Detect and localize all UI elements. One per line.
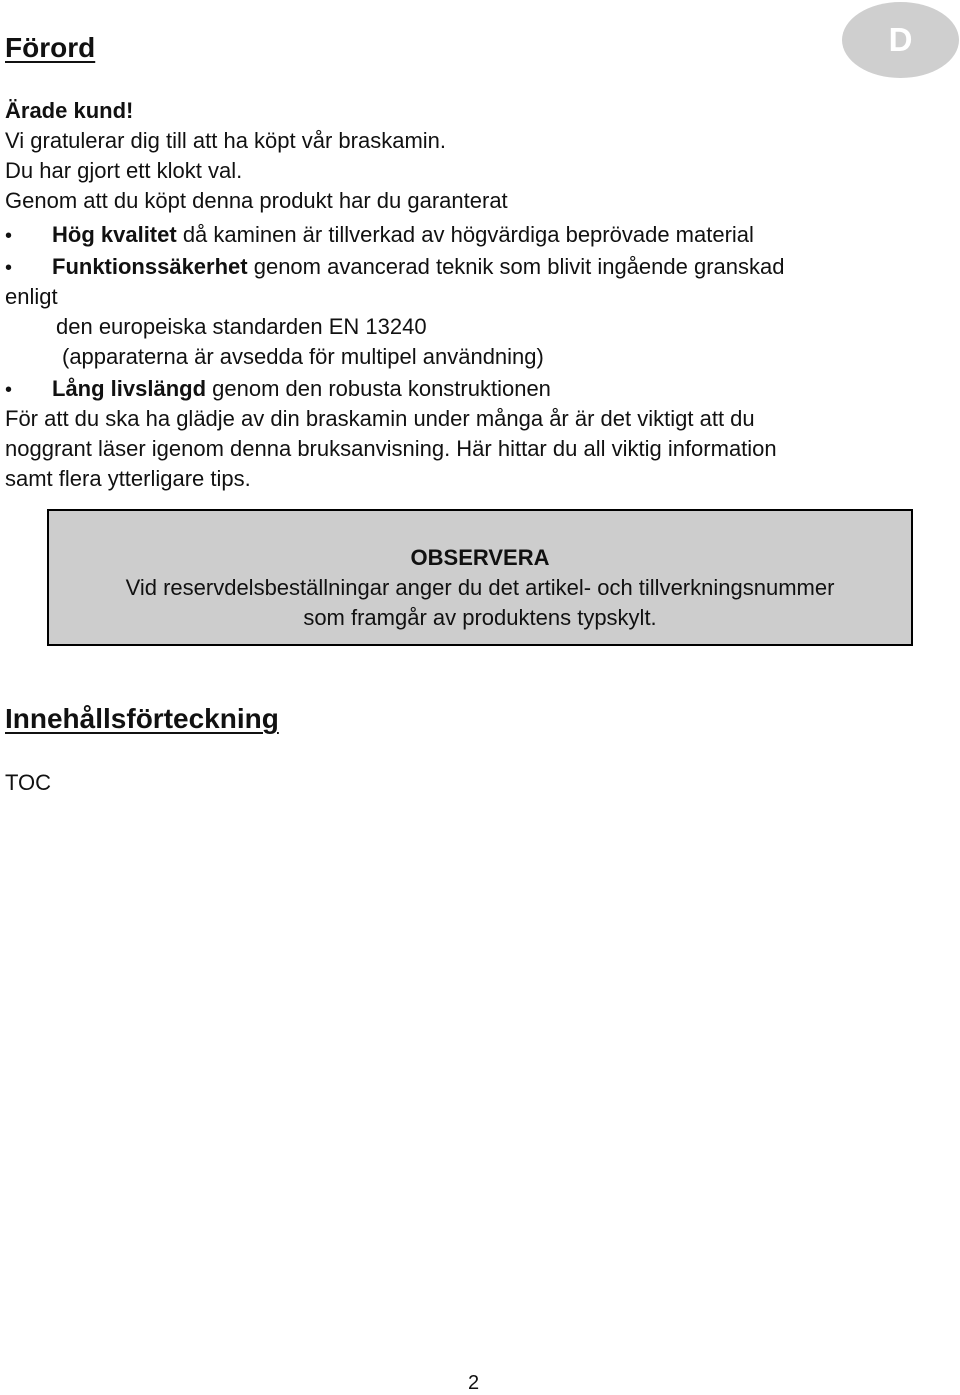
notice-box <box>47 509 913 646</box>
language-letter: D <box>888 21 913 58</box>
bullet-icon: • <box>5 225 13 247</box>
bullet-text: genom avancerad teknik som blivit ingående granskad <box>247 254 785 279</box>
greeting: Ärade kund! <box>5 98 134 123</box>
bullet-bold-label: Hög kvalitet <box>52 222 177 247</box>
language-badge <box>842 2 959 78</box>
bullet-icon: • <box>5 257 13 279</box>
closing-line-1: För att du ska ha glädje av din braskamin under många år är det viktigt att du <box>5 406 755 431</box>
usage-note: (apparaterna är avsedda för multipel användning) <box>62 344 544 369</box>
bullet-text: då kaminen är tillverkad av högvärdiga beprövade material <box>176 222 754 247</box>
bullet-bold-label: Lång livslängd <box>52 376 207 401</box>
page-number: 2 <box>468 1372 480 1394</box>
intro-line-2: Du har gjort ett klokt val. <box>5 158 243 183</box>
intro-line-1: Vi gratulerar dig till att ha köpt vår braskamin. <box>5 128 447 153</box>
bullet-icon: • <box>5 379 13 401</box>
foreword-heading: Förord <box>5 32 96 63</box>
toc-heading: Innehållsförteckning <box>5 703 279 734</box>
notice-line-1: Vid reservdelsbeställningar anger du det artikel- och tillverkningsnummer <box>125 575 835 600</box>
bullet-item-safety <box>5 254 784 281</box>
bullet-bold-label: Funktionssäkerhet <box>52 254 248 279</box>
closing-line-3: samt flera ytterligare tips. <box>5 466 251 491</box>
notice-line-2: som framgår av produktens typskylt. <box>303 605 657 630</box>
standard-line: den europeiska standarden EN 13240 <box>56 314 427 339</box>
bullet-text: genom den robusta konstruktionen <box>206 376 551 401</box>
closing-line-2: noggrant läser igenom denna bruksanvisning. Här hittar du all viktig information <box>5 436 777 461</box>
bullet-wrap-text: enligt <box>5 284 58 309</box>
bullet-item-quality <box>5 222 754 249</box>
toc-placeholder: TOC <box>5 770 52 795</box>
notice-title: OBSERVERA <box>410 545 550 570</box>
bullet-item-durability <box>5 376 551 403</box>
intro-line-3: Genom att du köpt denna produkt har du garanterat <box>5 188 508 213</box>
